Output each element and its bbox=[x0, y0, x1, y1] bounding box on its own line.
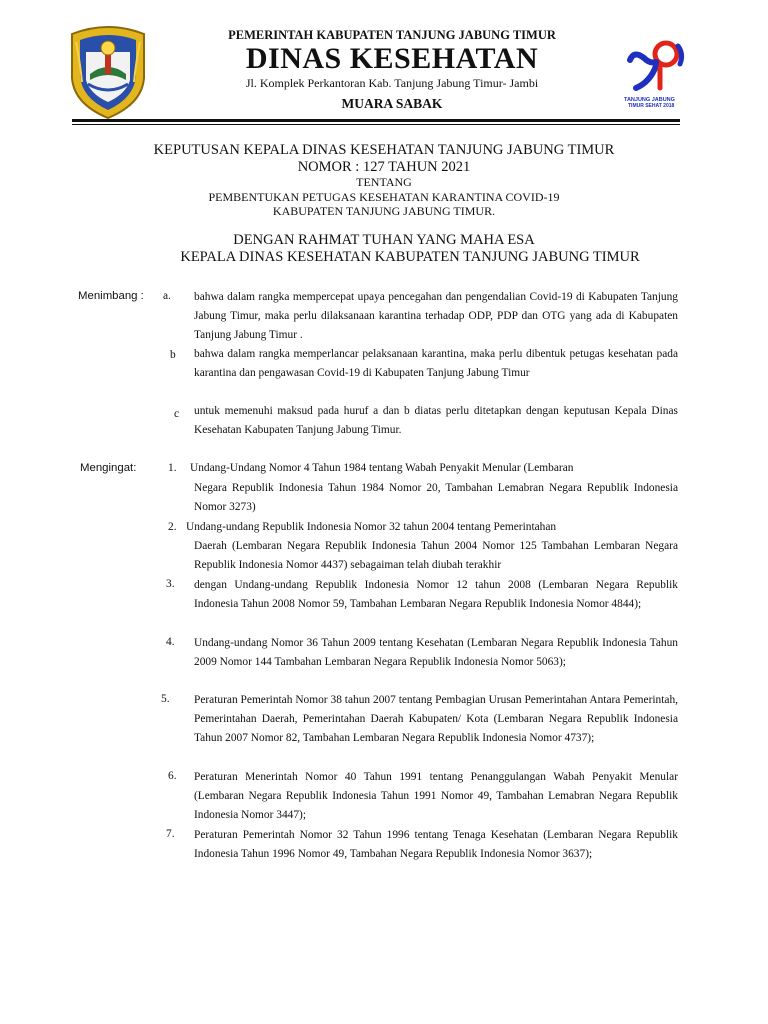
health-logo-caption-2: TIMUR SEHAT 2018 bbox=[628, 103, 675, 109]
mengingat-marker-2: 2. bbox=[168, 521, 177, 533]
mengingat-label: Mengingat: bbox=[80, 462, 137, 474]
mengingat-item-1-first: Undang-Undang Nomor 4 Tahun 1984 tentang Wabah Penyakit Menular (Lembaran bbox=[190, 462, 574, 474]
title-line-5: KABUPATEN TANJUNG JABUNG TIMUR. bbox=[272, 204, 496, 218]
mengingat-item-2-rest: Daerah (Lembaran Negara Republik Indonesia Tahun 2004 Nomor 125 Tambahan Lembaran Negara Republik Indonesia Nomor 4437) sebagaiman telah diubah terakhir bbox=[194, 540, 678, 571]
mengingat-item-7: Peraturan Pemerintah Nomor 32 Tahun 1996 tentang Tenaga Kesehatan (Lembaran Negara Republik Indonesia Tahun 1996 Nomor 49, Tambahan Negara Republik Indonesia Nomor 3637); bbox=[194, 829, 678, 860]
mengingat-marker-5: 5. bbox=[161, 693, 170, 705]
mengingat-item-4: Undang-undang Nomor 36 Tahun 2009 tentang Kesehatan (Lembaran Negara Republik Indonesia Tahun 2009 Nomor 144 Tambahan Lembaran Negara Republik Indonesia Nomor 5063); bbox=[194, 637, 678, 668]
mengingat-marker-4: 4. bbox=[166, 636, 175, 648]
title-line-1: KEPUTUSAN KEPALA DINAS KESEHATAN TANJUNG JABUNG TIMUR bbox=[153, 142, 615, 158]
government-name: PEMERINTAH KABUPATEN TANJUNG JABUNG TIMUR bbox=[228, 28, 556, 42]
office-name: DINAS KESEHATAN bbox=[245, 42, 539, 75]
letterhead-rule-thin bbox=[72, 124, 680, 125]
office-address: Jl. Komplek Perkantoran Kab. Tanjung Jabung Timur- Jambi bbox=[245, 76, 539, 90]
menimbang-item-c: untuk memenuhi maksud pada huruf a dan b diatas perlu ditetapkan dengan keputusan Kepala Dinas Kesehatan Kabupaten Tanjung Jabung Timur. bbox=[194, 405, 678, 436]
health-program-logo-icon bbox=[620, 36, 692, 98]
mengingat-item-3: dengan Undang-undang Republik Indonesia Nomor 12 tahun 2008 (Lembaran Negara Republik Indonesia Tahun 2008 Nomor 59, Tambahan Lembaran Negara Republik Indonesia Nomor 4844); bbox=[194, 579, 678, 610]
title-line-4: PEMBENTUKAN PETUGAS KESEHATAN KARANTINA COVID-19 bbox=[208, 190, 560, 204]
menimbang-marker-a: a. bbox=[163, 290, 171, 302]
title-line-3: TENTANG bbox=[356, 175, 412, 189]
mengingat-marker-7: 7. bbox=[166, 828, 175, 840]
menimbang-marker-c: c bbox=[174, 408, 180, 420]
mengingat-item-2-first: Undang-undang Republik Indonesia Nomor 32 tahun 2004 tentang Pemerintahan bbox=[186, 521, 557, 533]
mengingat-item-1-rest: Negara Republik Indonesia Tahun 1984 Nomor 20, Tambahan Lemabran Negara Republik Indonesia Nomor 3273) bbox=[194, 482, 678, 513]
title-line-2: NOMOR : 127 TAHUN 2021 bbox=[297, 159, 471, 175]
menimbang-item-b: bahwa dalam rangka memperlancar pelaksanaan karantina, maka perlu dibentuk petugas kesehatan pada karantina dan pengawasan Covid-19 di Kabupaten Tanjung Jabung Timur bbox=[194, 348, 678, 379]
menimbang-item-a: bahwa dalam rangka mempercepat upaya pencegahan dan pengendalian Covid-19 di Kabupaten Tanjung Jabung Timur, maka perlu dilaksanaan karantina terhadap ODP, PDP dan OTG yang ada di Kabupaten Tanjung Jabung Timur . bbox=[194, 291, 678, 341]
mengingat-marker-3: 3. bbox=[166, 578, 175, 590]
menimbang-label: Menimbang : bbox=[78, 290, 144, 302]
preamble-line-1: DENGAN RAHMAT TUHAN YANG MAHA ESA bbox=[233, 232, 535, 248]
health-logo-caption-1: TANJUNG JABUNG bbox=[624, 97, 675, 103]
office-city: MUARA SABAK bbox=[341, 96, 443, 111]
mengingat-item-6: Peraturan Menerintah Nomor 40 Tahun 1991 tentang Penanggulangan Wabah Penyakit Menular (Lembaran Negara Republik Indonesia Tahun 1991 Nomor 49, Tambahan Lemabran Negara Republik Indonesia Nomor 3447); bbox=[194, 771, 678, 821]
mengingat-item-5: Peraturan Pemerintah Nomor 38 tahun 2007 tentang Pembagian Urusan Pemerintahan Antara Pemerintah, Pemerintahan Daerah, Pemerintahan Daerah Kabupaten/ Kota (Lembaran Negara Republik Indonesia Tahun 2007 Nomor 82, Tambahan Lembaran Negara Republik Indonesia Nomor 4737); bbox=[194, 694, 678, 744]
mengingat-marker-6: 6. bbox=[168, 770, 177, 782]
preamble-line-2: KEPALA DINAS KESEHATAN KABUPATEN TANJUNG JABUNG TIMUR bbox=[180, 249, 640, 265]
menimbang-marker-b: b bbox=[170, 349, 176, 361]
mengingat-marker-1: 1. bbox=[168, 462, 177, 474]
letterhead-rule-thick bbox=[72, 119, 680, 122]
